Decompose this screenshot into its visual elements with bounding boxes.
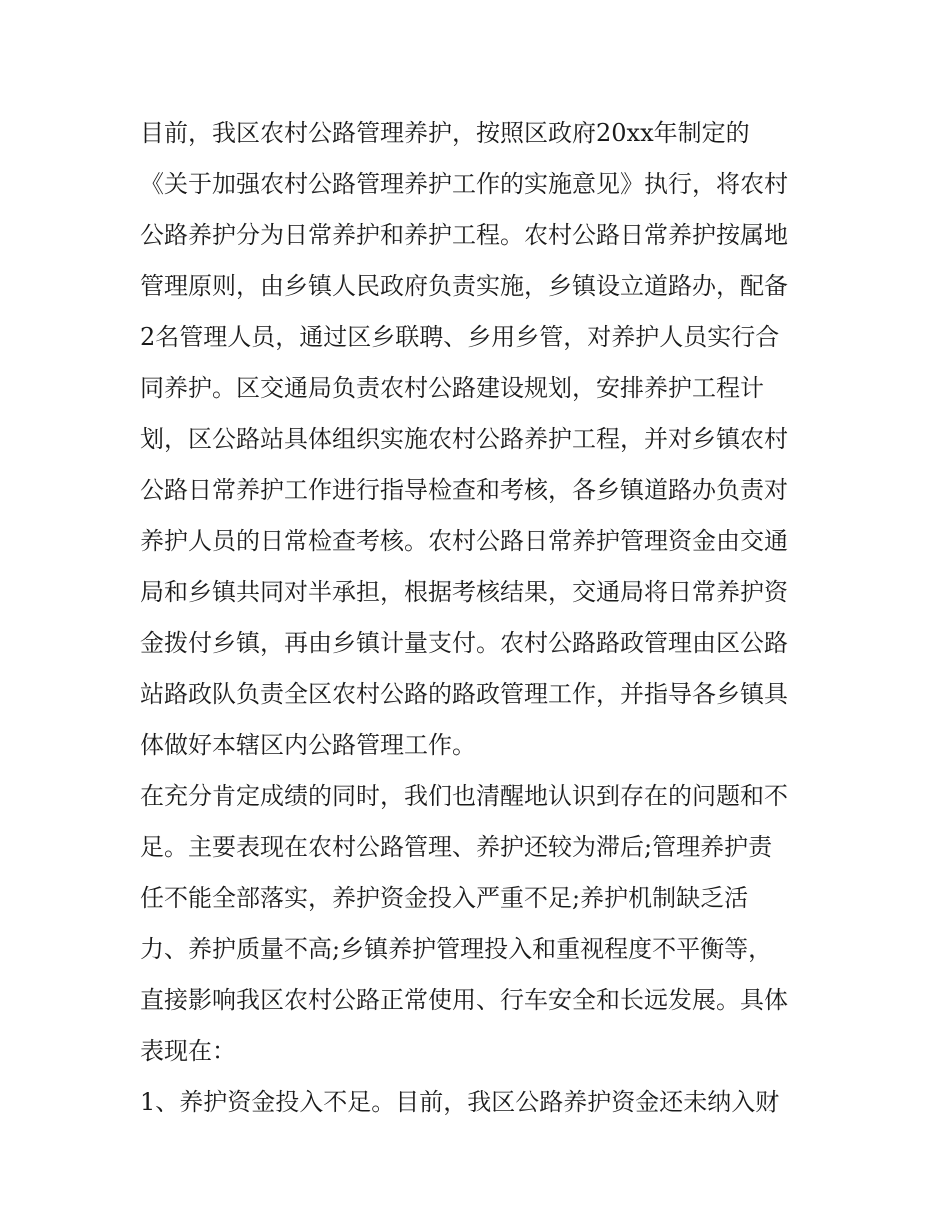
text-line-8: 公路日常养护工作进行指导检查和考核，各乡镇道路办负责对 bbox=[140, 476, 788, 504]
text-line-10: 局和乡镇共同对半承担，根据考核结果，交通局将日常养护资 bbox=[140, 578, 788, 606]
text-line-12: 站路政队负责全区农村公路的路政管理工作，并指导各乡镇具 bbox=[140, 680, 788, 708]
text-line-15: 足。主要表现在农村公路管理、养护还较为滞后;管理养护责 bbox=[140, 833, 773, 861]
text-line-16: 任不能全部落实，养护资金投入严重不足;养护机制缺乏活 bbox=[140, 884, 749, 912]
text-line-4: 管理原则，由乡镇人民政府负责实施，乡镇设立道路办，配备 bbox=[140, 272, 788, 300]
text-line-18: 直接影响我区农村公路正常使用、行车安全和长远发展。具体 bbox=[140, 986, 788, 1014]
text-line-1: 目前，我区农村公路管理养护，按照区政府20xx年制定的 bbox=[140, 119, 750, 147]
text-line-17: 力、养护质量不高;乡镇养护管理投入和重视程度不平衡等， bbox=[140, 935, 773, 963]
text-line-20: 1、养护资金投入不足。目前，我区公路养护资金还未纳入财 bbox=[140, 1088, 780, 1116]
text-line-11: 金拨付乡镇，再由乡镇计量支付。农村公路路政管理由区公路 bbox=[140, 629, 788, 657]
text-line-2: 《关于加强农村公路管理养护工作的实施意见》执行，将农村 bbox=[140, 170, 788, 198]
text-line-5: 2名管理人员，通过区乡联聘、乡用乡管，对养护人员实行合 bbox=[140, 323, 780, 351]
text-line-3: 公路养护分为日常养护和养护工程。农村公路日常养护按属地 bbox=[140, 221, 788, 249]
text-line-9: 养护人员的日常检查考核。农村公路日常养护管理资金由交通 bbox=[140, 527, 788, 555]
text-line-14: 在充分肯定成绩的同时，我们也清醒地认识到存在的问题和不 bbox=[140, 782, 788, 810]
document-body bbox=[140, 108, 830, 1128]
text-line-19: 表现在： bbox=[140, 1037, 236, 1065]
text-line-6: 同养护。区交通局负责农村公路建设规划，安排养护工程计 bbox=[140, 374, 764, 402]
text-line-13: 体做好本辖区内公路管理工作。 bbox=[140, 731, 476, 759]
text-line-7: 划，区公路站具体组织实施农村公路养护工程，并对乡镇农村 bbox=[140, 425, 788, 453]
